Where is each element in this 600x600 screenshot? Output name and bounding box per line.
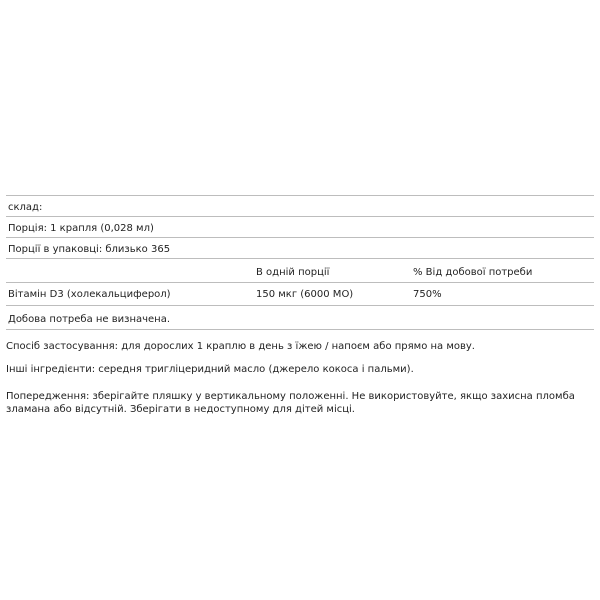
table-header-row <box>6 259 594 283</box>
daily-value-header: % Від добової потреби <box>413 267 533 278</box>
other-ingredients-text: Інші інгредієнти: середня тригліцеридний масло (джерело кокоса і пальми). <box>6 364 414 375</box>
servings-per-container-row <box>6 238 594 259</box>
table-row <box>6 283 594 306</box>
nutrient-amount: 150 мкг (6000 МО) <box>256 289 354 300</box>
nutrient-name: Вітамін D3 (холекальциферол) <box>8 289 171 300</box>
composition-label: склад: <box>8 202 43 213</box>
nutrient-daily-value: 750% <box>413 289 442 300</box>
daily-value-footnote: Добова потреба не визначена. <box>8 314 171 325</box>
warning-text: Попередження: зберігайте пляшку у вертикальному положенні. Не використовуйте, якщо захисна пломба зламана або відсутній. Зберігати в недоступному для дітей місці. <box>6 391 575 415</box>
composition-row <box>6 196 594 217</box>
serving-size: Порція: 1 крапля (0,028 мл) <box>8 223 154 234</box>
servings-per-container: Порції в упаковці: близько 365 <box>8 244 171 255</box>
amount-per-serving-header: В одній порції <box>256 267 330 278</box>
supplement-facts-panel <box>6 195 594 416</box>
supplement-facts-table <box>6 195 594 330</box>
serving-size-row <box>6 217 594 238</box>
directions-text: Спосіб застосування: для дорослих 1 краплю в день з їжею / напоєм або прямо на мову. <box>6 341 475 352</box>
footnote-row <box>6 306 594 330</box>
